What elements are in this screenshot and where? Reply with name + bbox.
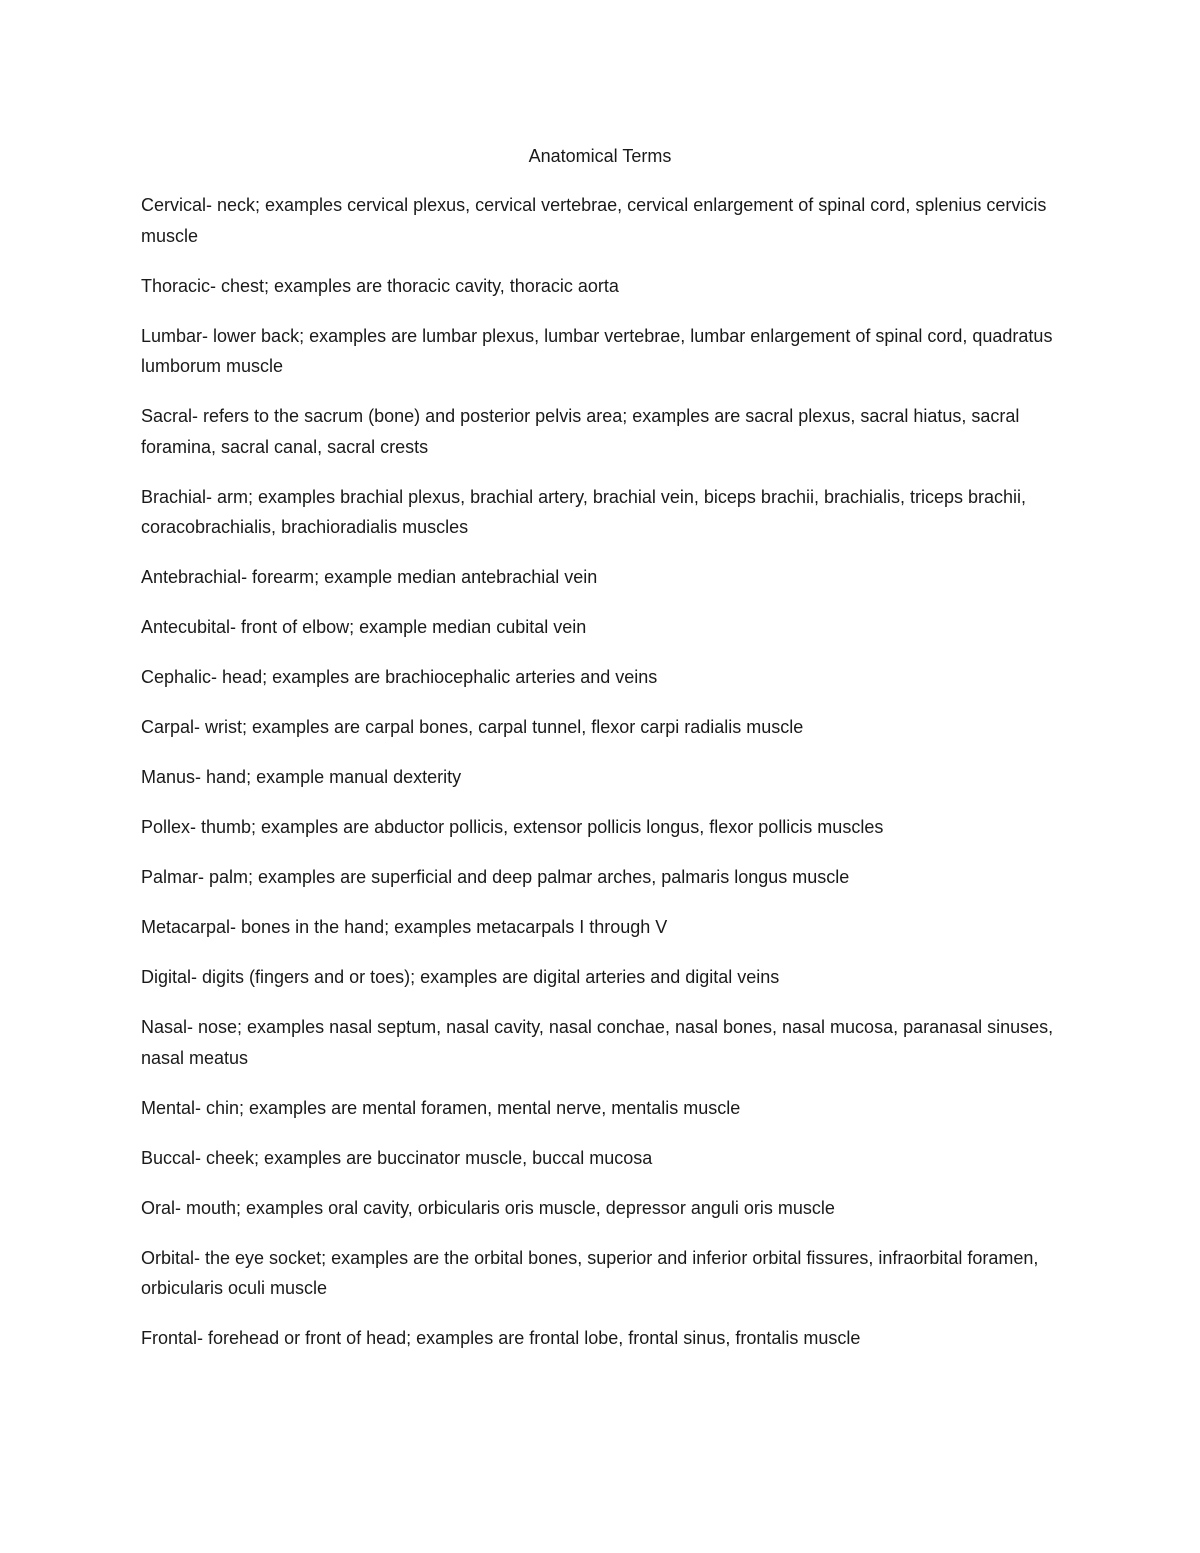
term-entry-lumbar: Lumbar- lower back; examples are lumbar plexus, lumbar vertebrae, lumbar enlargement of spinal cord, quadratus lumborum muscle: [141, 325, 1053, 376]
term-entry-orbital: Orbital- the eye socket; examples are the orbital bones, superior and inferior orbital fissures, infraorbital foramen, orbicularis oculi muscle: [141, 1247, 1039, 1298]
term-entry-nasal: Nasal- nose; examples nasal septum, nasal cavity, nasal conchae, nasal bones, nasal mucosa, paranasal sinuses, nasal meatus: [141, 1017, 1054, 1068]
term-entry-oral: Oral- mouth; examples oral cavity, orbicularis oris muscle, depressor anguli oris muscle: [141, 1197, 835, 1218]
term-entry-thoracic: Thoracic- chest; examples are thoracic cavity, thoracic aorta: [141, 275, 619, 296]
term-entry-digital: Digital- digits (fingers and or toes); examples are digital arteries and digital veins: [141, 967, 780, 987]
term-entry-antebrachial: Antebrachial- forearm; example median antebrachial vein: [141, 567, 598, 587]
term-entry-buccal: Buccal- cheek; examples are buccinator muscle, buccal mucosa: [141, 1147, 653, 1168]
term-entry-cervical: Cervical- neck; examples cervical plexus, cervical vertebrae, cervical enlargement of spinal cord, splenius cervicis muscle: [141, 195, 1047, 246]
term-entry-antecubital: Antecubital- front of elbow; example median cubital vein: [141, 617, 587, 637]
term-entry-palmar: Palmar- palm; examples are superficial and deep palmar arches, palmaris longus muscle: [141, 867, 850, 887]
term-entry-carpal: Carpal- wrist; examples are carpal bones, carpal tunnel, flexor carpi radialis muscle: [141, 717, 804, 737]
term-entry-sacral: Sacral- refers to the sacrum (bone) and posterior pelvis area; examples are sacral plexus, sacral hiatus, sacral foramina, sacral canal, sacral crests: [141, 406, 1020, 457]
term-entry-cephalic: Cephalic- head; examples are brachiocephalic arteries and veins: [141, 667, 658, 687]
document-title: Anatomical Terms: [528, 146, 672, 166]
term-list: [141, 190, 1066, 1373]
term-entry-brachial: Brachial- arm; examples brachial plexus, brachial artery, brachial vein, biceps brachii, brachialis, triceps brachii, coracobrachialis, brachioradialis muscles: [141, 486, 1027, 537]
term-entry-manus: Manus- hand; example manual dexterity: [141, 767, 462, 787]
term-entry-mental: Mental- chin; examples are mental foramen, mental nerve, mentalis muscle: [141, 1097, 741, 1118]
term-entry-pollex: Pollex- thumb; examples are abductor pollicis, extensor pollicis longus, flexor pollicis muscles: [141, 817, 884, 837]
term-entry-frontal: Frontal- forehead or front of head; examples are frontal lobe, frontal sinus, frontalis muscle: [141, 1328, 861, 1348]
term-entry-metacarpal: Metacarpal- bones in the hand; examples metacarpals I through V: [141, 917, 668, 937]
